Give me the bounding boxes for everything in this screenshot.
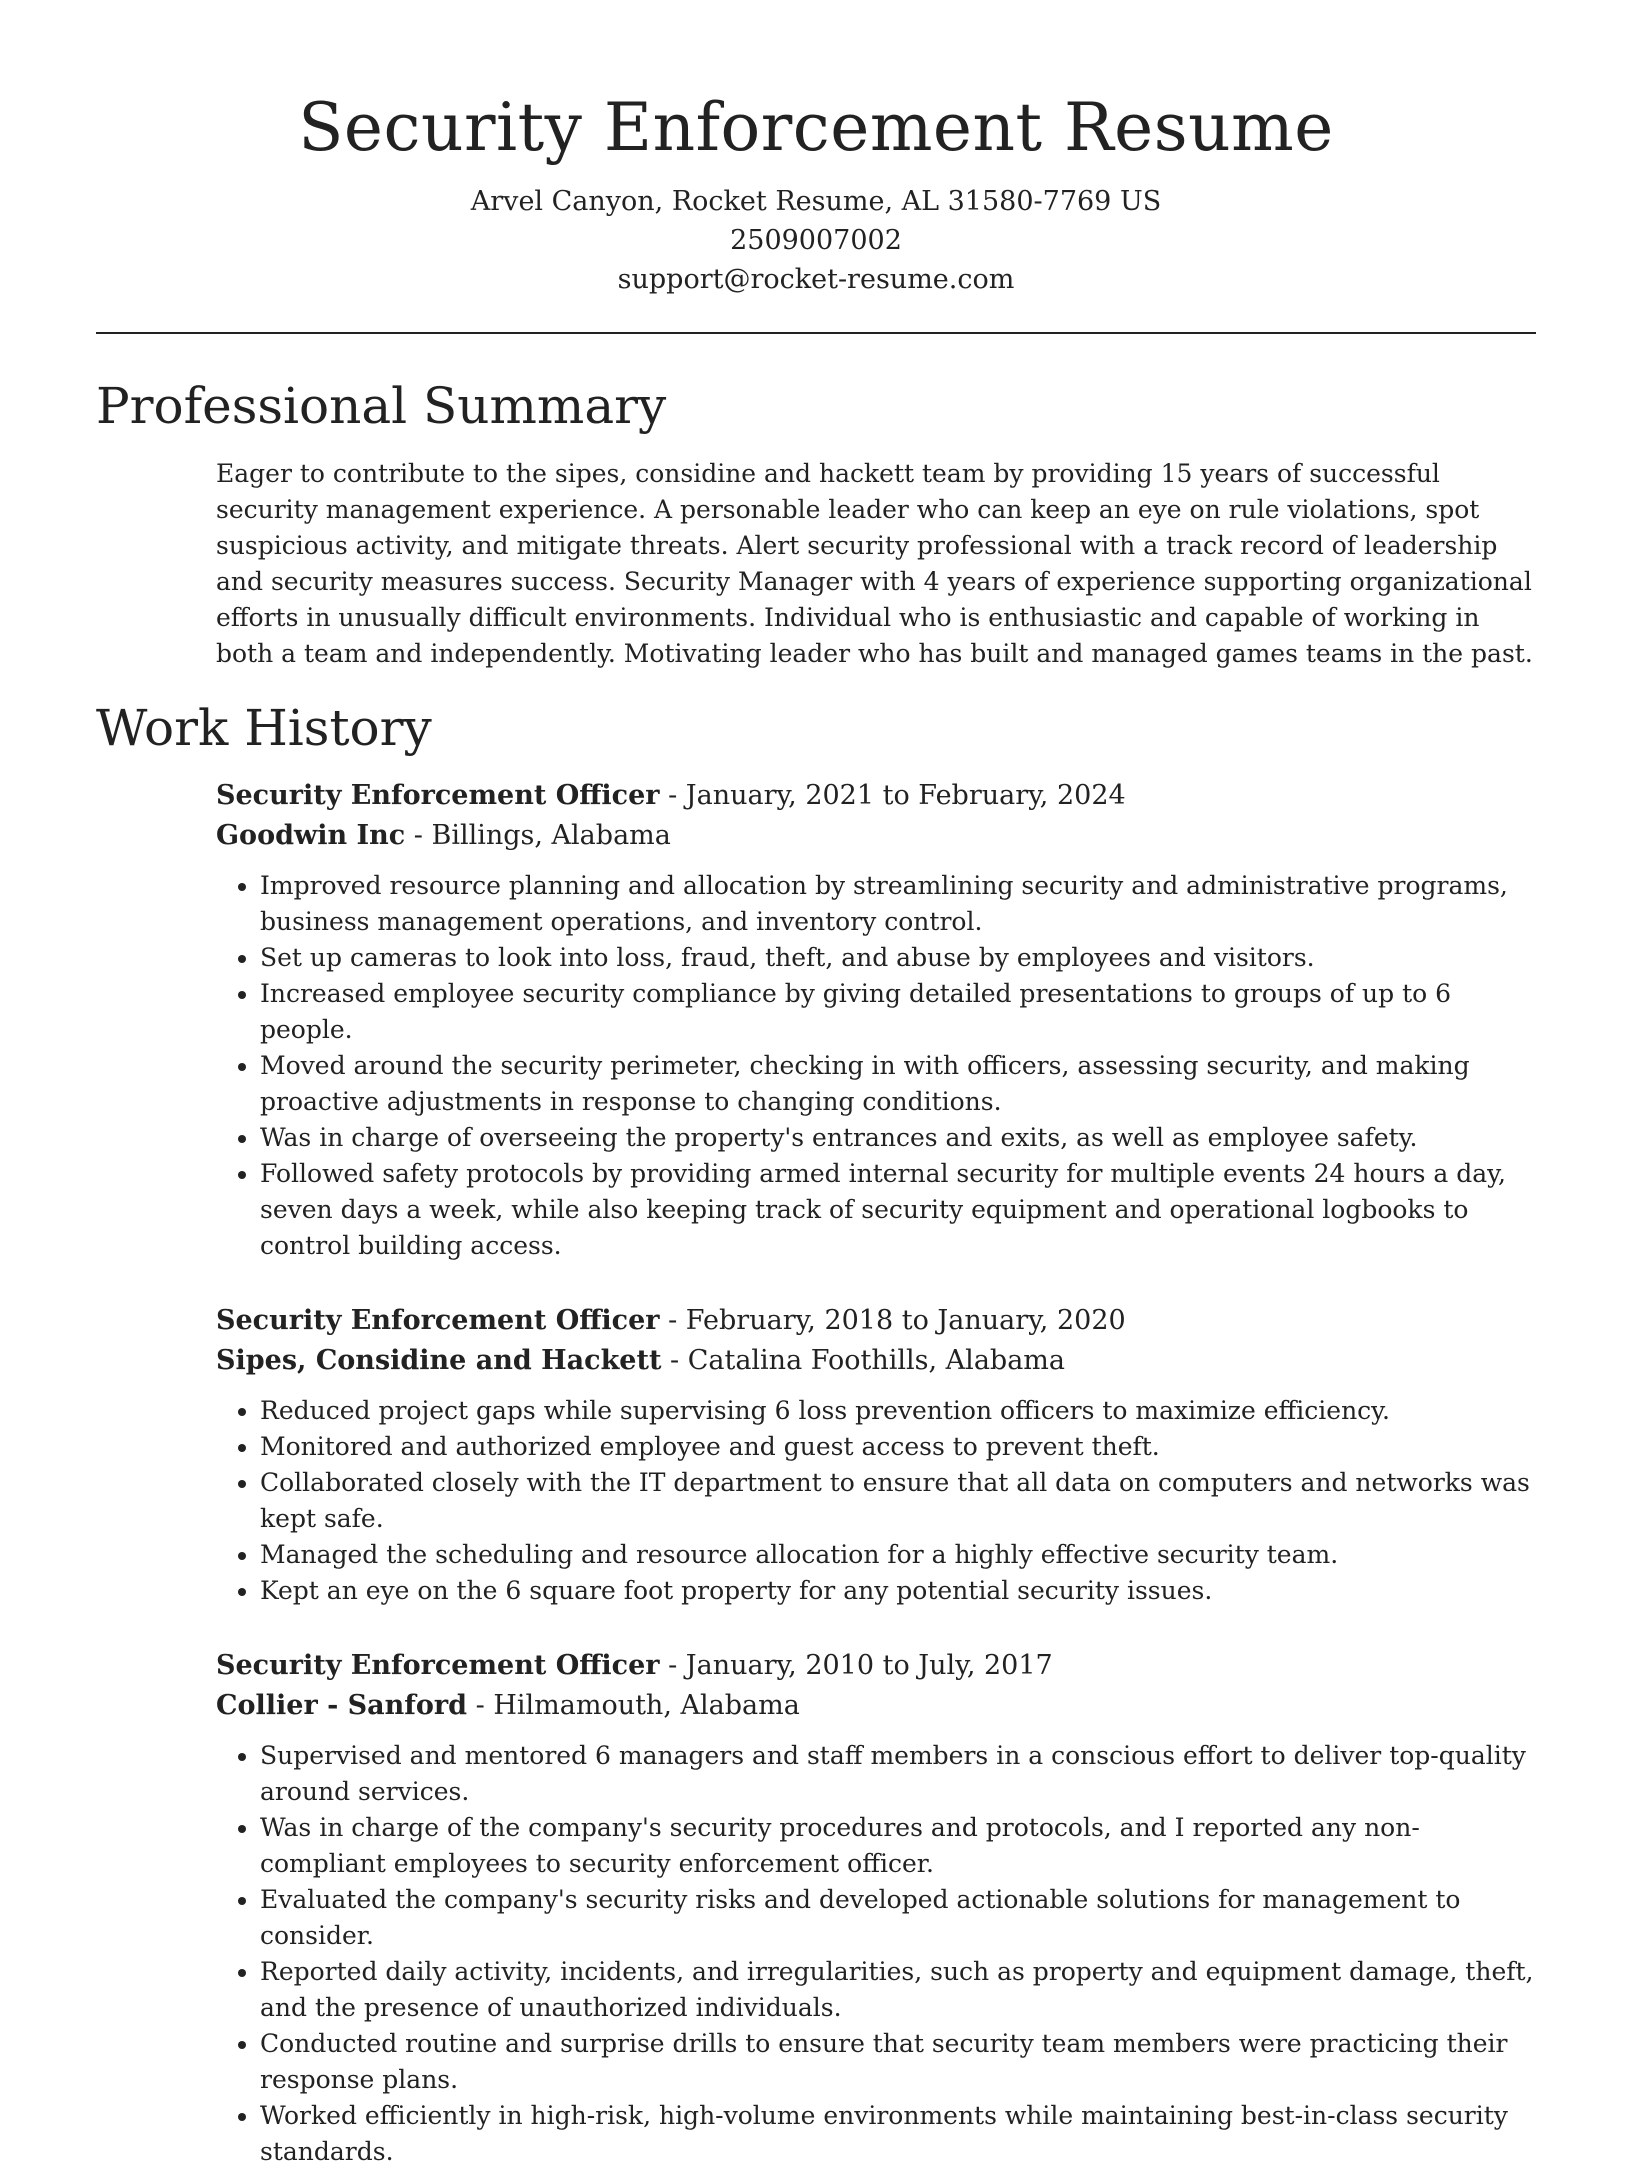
job-company: Sipes, Considine and Hackett (216, 1345, 662, 1376)
job-role: Security Enforcement Officer (216, 1305, 660, 1336)
job-role: Security Enforcement Officer (216, 780, 660, 811)
job-entry (216, 1646, 1536, 2170)
resume-header (96, 0, 1536, 299)
job-location: - Billings, Alabama (405, 820, 671, 851)
list-item: • Managed the scheduling and resource allocation for a highly effective security team. (260, 1537, 1536, 1573)
job-dates: - January, 2010 to July, 2017 (659, 1650, 1053, 1681)
job-entry (216, 1301, 1536, 1609)
list-item: • Worked efficiently in high-risk, high-volume environments while maintaining best-in-class security standards. (260, 2098, 1536, 2170)
job-company-line (216, 1686, 1536, 1726)
list-item: • Moved around the security perimeter, checking in with officers, assessing security, and making proactive adjustments in response to changing conditions. (260, 1048, 1536, 1120)
job-company-line (216, 816, 1536, 856)
job-location: - Hilmamouth, Alabama (467, 1690, 800, 1721)
list-item: • Evaluated the company's security risks and developed actionable solutions for management to consider. (260, 1882, 1536, 1954)
summary-text: Eager to contribute to the sipes, considine and hackett team by providing 15 years of successful security management experience. A personable leader who can keep an eye on rule violations, spot suspicious activity, and mitigate threats. Alert security professional with a track record of leadership and security measures success. Security Manager with 4 years of experience supporting organizational efforts in unusually difficult environments. Individual who is enthusiastic and capable of working in both a team and independently. Motivating leader who has built and managed games teams in the past. (216, 459, 1533, 668)
job-company: Collier - Sanford (216, 1690, 468, 1721)
job-dates: - February, 2018 to January, 2020 (659, 1305, 1126, 1336)
job-title-line (216, 1646, 1536, 1686)
contact-block (96, 182, 1536, 299)
list-item: • Conducted routine and surprise drills to ensure that security team members were practicing their response plans. (260, 2026, 1536, 2098)
list-item: • Kept an eye on the 6 square foot property for any potential security issues. (260, 1573, 1536, 1609)
job-role: Security Enforcement Officer (216, 1650, 660, 1681)
list-item: • Collaborated closely with the IT department to ensure that all data on computers and networks was kept safe. (260, 1465, 1536, 1537)
job-title-line (216, 1301, 1536, 1341)
contact-phone: 2509007002 (730, 225, 902, 256)
work-history-heading: Work History (96, 699, 432, 757)
job-dates: - January, 2021 to February, 2024 (659, 780, 1126, 811)
job-location: - Catalina Foothills, Alabama (661, 1345, 1065, 1376)
list-item: • Reduced project gaps while supervising 6 loss prevention officers to maximize efficiency. (260, 1393, 1536, 1429)
summary-heading: Professional Summary (96, 377, 667, 435)
job-bullets (216, 868, 1536, 1264)
list-item: • Increased employee security compliance by giving detailed presentations to groups of up to 6 people. (260, 976, 1536, 1048)
job-entry (216, 776, 1536, 1264)
list-item: • Reported daily activity, incidents, and irregularities, such as property and equipment damage, theft, and the presence of unauthorized individuals. (260, 1954, 1536, 2026)
list-item: • Supervised and mentored 6 managers and staff members in a conscious effort to deliver top-quality around services. (260, 1738, 1536, 1810)
list-item: • Set up cameras to look into loss, fraud, theft, and abuse by employees and visitors. (260, 940, 1536, 976)
job-title-line (216, 776, 1536, 816)
list-item: • Monitored and authorized employee and guest access to prevent theft. (260, 1429, 1536, 1465)
resume-title: Security Enforcement Resume (298, 89, 1334, 166)
header-divider (96, 332, 1536, 334)
contact-email: support@rocket-resume.com (617, 264, 1015, 295)
resume-page (96, 0, 1536, 2170)
job-company: Goodwin Inc (216, 820, 406, 851)
job-bullets (216, 1393, 1536, 1609)
list-item: • Was in charge of overseeing the property's entrances and exits, as well as employee safety. (260, 1120, 1536, 1156)
list-item: • Improved resource planning and allocation by streamlining security and administrative programs, business management operations, and inventory control. (260, 868, 1536, 940)
list-item: • Followed safety protocols by providing armed internal security for multiple events 24 hours a day, seven days a week, while also keeping track of security equipment and operational logbooks to control building access. (260, 1156, 1536, 1264)
job-bullets (216, 1738, 1536, 2170)
contact-address: Arvel Canyon, Rocket Resume, AL 31580-7769 US (470, 186, 1162, 217)
job-company-line (216, 1341, 1536, 1381)
list-item: • Was in charge of the company's security procedures and protocols, and I reported any non-compliant employees to security enforcement officer. (260, 1810, 1536, 1882)
